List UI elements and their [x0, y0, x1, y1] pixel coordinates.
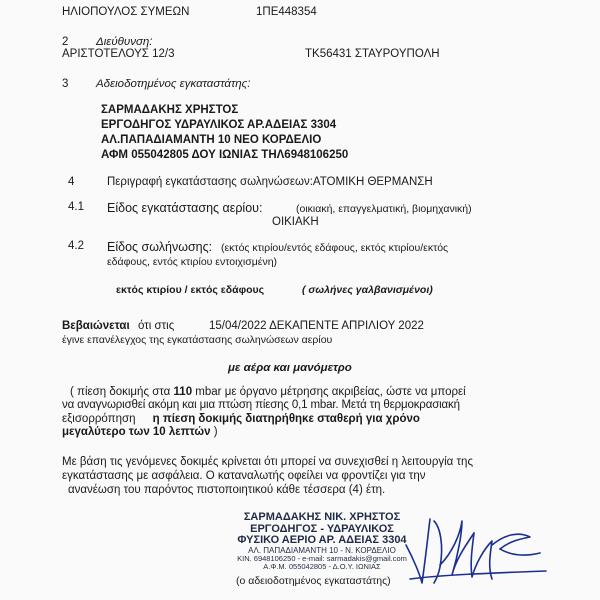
- test-line4: [62, 426, 218, 439]
- owner-name: ΗΛΙΟΠΟΥΛΟΣ ΣΥΜΕΩΝ: [62, 6, 190, 18]
- section-4-number: 4: [68, 176, 75, 188]
- stamp-address: ΑΛ. ΠΑΠΑΔΙΑΜΑΝΤΗ 10 - Ν. ΚΟΡΔΕΛΙΟ: [248, 545, 396, 555]
- signature-caption: (ο αδειοδοτημένος εγκαταστάτης): [236, 575, 391, 587]
- stamp-contact: ΚΙΝ. 6948106250 - e-mail: sarmadakis@gmail.com: [237, 554, 407, 564]
- section-2-label: Διεύθυνση:: [96, 36, 153, 48]
- test-line1-end: mbar με όργανο μέτρησης ακριβείας, ώστε να μπορεί: [195, 386, 466, 398]
- section-3-number: 3: [62, 78, 69, 90]
- section-4-label: Περιγραφή εγκατάστασης σωληνώσεων:ΑΤΟΜΙΚΗ ΘΕΡΜΑΝΣΗ: [107, 176, 433, 188]
- confirm-text2: έγινε επανέλεγχος της εγκατάστασης σωληνώσεων αερίου: [62, 334, 333, 346]
- address-street: ΑΡΙΣΤΟΤΕΛΟΥΣ 12/3: [62, 48, 175, 60]
- conclusion-line1: Με βάση τις γενόμενες δοκιμές κρίνεται ότι μπορεί να συνεχισθεί η λειτουργία της: [62, 456, 473, 468]
- stamp-name: ΣΑΡΜΑΔΑΚΗΣ ΝΙΚ. ΧΡΗΣΤΟΣ: [243, 511, 401, 523]
- confirm-text1: ότι στις: [138, 320, 175, 332]
- section-42-label: Είδος σωλήνωσης:: [107, 240, 213, 254]
- installer-tax-phone: ΑΦΜ 055042805 ΔΟΥ ΙΩΝΙΑΣ ΤΗΛ6948106250: [101, 149, 349, 161]
- installer-stamp: [222, 512, 422, 571]
- confirm-word: Βεβαιώνεται: [62, 320, 130, 332]
- installer-title: ΕΡΓΟΔΗΓΟΣ ΥΔΡΑΥΛΙΚΟΣ ΑΡ.ΑΔΕΙΑΣ 3304: [101, 119, 337, 131]
- test-line1-start: ( πίεση δοκιμής στα: [70, 386, 171, 398]
- test-line1: [70, 386, 466, 399]
- test-line3: [62, 413, 420, 426]
- section-41-label: Είδος εγκατάστασης αερίου:: [107, 201, 263, 215]
- stamp-license: ΦΥΣΙΚΟ ΑΕΡΙΟ ΑΡ. ΑΔΕΙΑΣ 3304: [237, 534, 407, 547]
- conclusion-line3: ανανέωση του παρόντος πιστοποιητικού κάθε τέσσερα (4) έτη.: [68, 484, 386, 496]
- test-duration: μεγαλύτερο των 10 λεπτών: [62, 426, 211, 438]
- address-postal: ΤΚ56431 ΣΤΑΥΡΟΥΠΟΛΗ: [305, 48, 440, 60]
- test-line4-close: ): [213, 426, 218, 438]
- section-41-number: 4.1: [68, 201, 84, 213]
- test-line3-bold: η πίεση δοκιμής διατηρήθηκε σταθερή για χρόνο: [152, 413, 420, 425]
- section-2-number: 2: [62, 36, 69, 48]
- piping-type-value: εκτός κτιρίου / εκτός εδάφους: [116, 284, 265, 296]
- piping-type-note: ( σωλήνες γαλβανισμένοι): [302, 284, 433, 296]
- section-42-options-line1: (εκτός κτιρίου/εντός εδάφους, εκτός κτιρίου/εκτός: [221, 242, 449, 254]
- installer-address: ΑΛ.ΠΑΠΑΔΙΑΜΑΝΤΗ 10 ΝΕΟ ΚΟΡΔΕΛΙΟ: [101, 134, 322, 146]
- installation-type-value: ΟΙΚΙΑΚΗ: [272, 216, 319, 228]
- test-method: με αέρα και μανόμετρο: [228, 362, 352, 374]
- conclusion-line2: εγκατάστασης με ασφάλεια. Ο καταναλωτής οφείλει να φροντίζει για την: [62, 470, 426, 482]
- test-line3-start: εξισορρόπηση: [62, 413, 136, 425]
- section-41-options: (οικιακή, επαγγελματική, βιομηχανική): [296, 203, 472, 215]
- signature-icon: [400, 505, 550, 590]
- test-pressure: 110: [173, 386, 193, 398]
- section-42-options-line2: εδάφους, εντός κτιρίου εντοιχισμένη): [107, 256, 278, 268]
- stamp-tax: Α.Φ.Μ. 055042805 - Δ.Ο.Υ. ΙΩΝΙΑΣ: [263, 561, 381, 571]
- section-3-label: Αδειοδοτημένος εγκαταστάτης:: [96, 78, 251, 90]
- owner-code: 1ΠΕ448354: [256, 6, 317, 18]
- installer-name: ΣΑΡΜΑΔΑΚΗΣ ΧΡΗΣΤΟΣ: [101, 104, 239, 116]
- test-line2: να αναγνωρισθεί ακόμη και μια πτώση πίεσης 0,1 mbar. Μετά τη θερμοκρασιακή: [62, 399, 460, 411]
- check-date: 15/04/2022 ΔΕΚΑΠΕΝΤΕ ΑΠΡΙΛΙΟΥ 2022: [209, 320, 424, 332]
- section-42-number: 4.2: [68, 240, 84, 252]
- stamp-title: ΕΡΓΟΔΗΓΟΣ - ΥΔΡΑΥΛΙΚΟΣ: [250, 522, 394, 535]
